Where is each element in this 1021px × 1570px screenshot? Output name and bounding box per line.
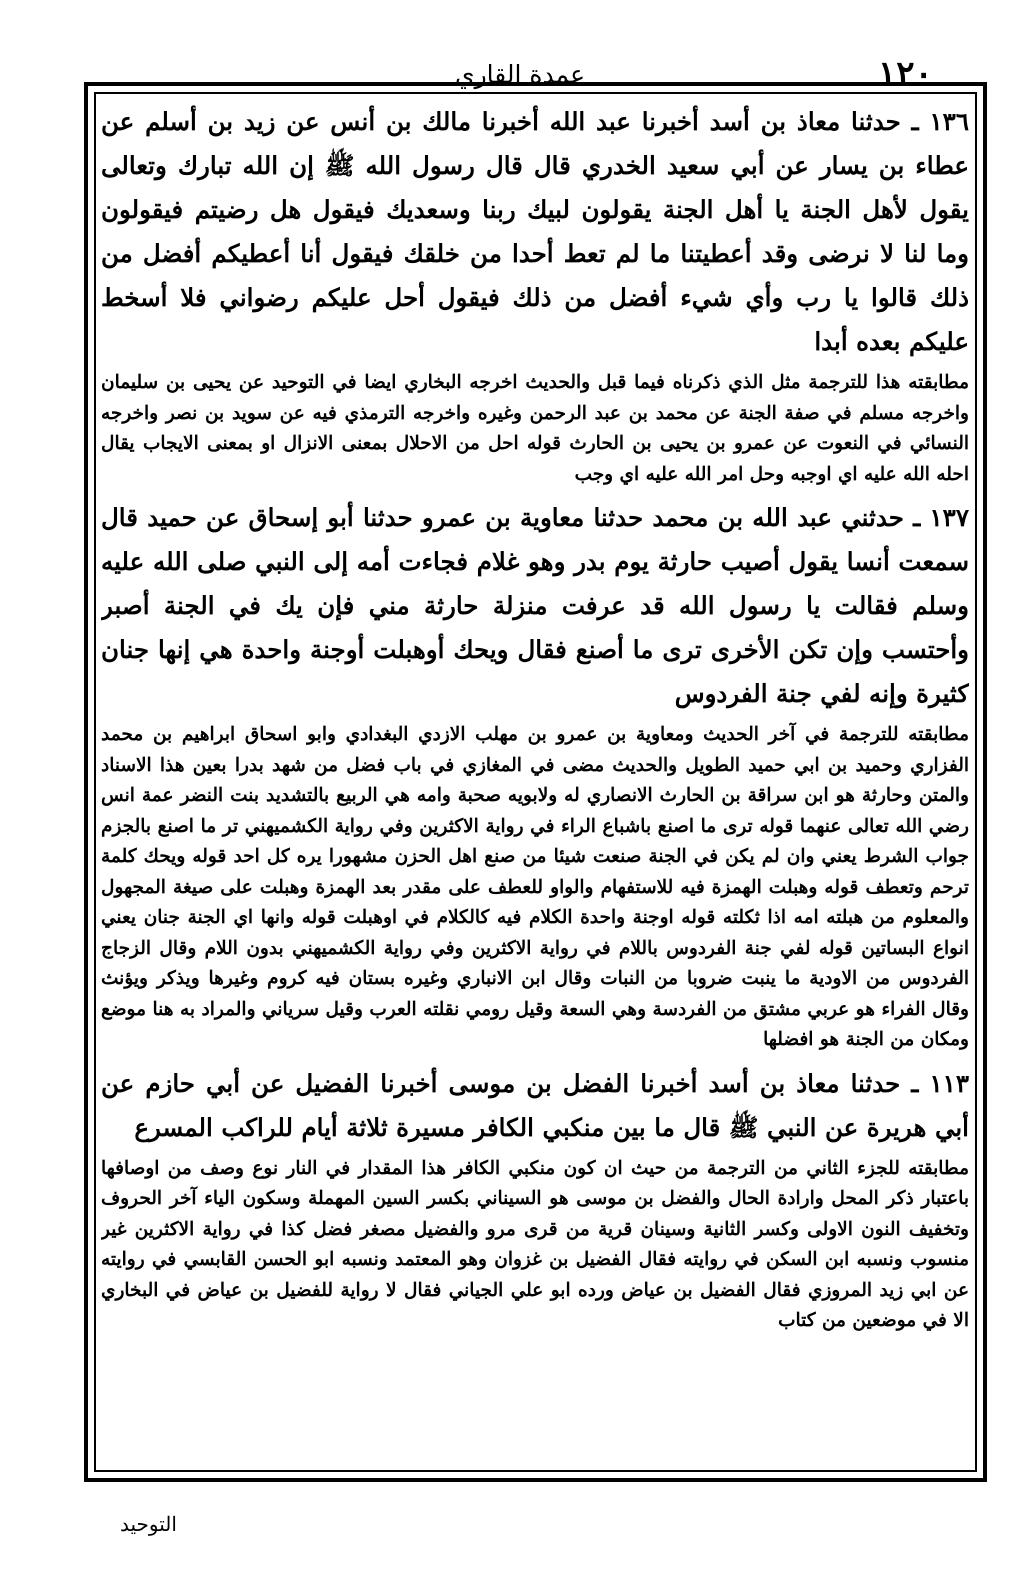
commentary-text: مطابقته هذا للترجمة مثل الذي ذكرناه فيما قبل والحديث اخرجه البخاري ايضا في التوحيد عن يحيى بن سليمان واخرجه مسلم في صفة الجنة عن محمد بن عبد الرحمن وغيره واخرجه الترمذي فيه عن سويد بن نصر واخرجه النسائي في النعوت عن عمرو بن يحيى بن الحارث قوله احل من الاحلال بمعنى الانزال او بمعنى الايجاب يقال احله الله عليه اي اوجبه وحل امر الله عليه اي وجب [101, 372, 969, 485]
hadith-text: ١١٣ ـ حدثنا معاذ بن أسد أخبرنا الفضل بن موسى أخبرنا الفضيل عن أبي حازم عن أبي هريرة عن النبي ﷺ قال ما بين منكبي الكافر مسيرة ثلاثة أيام للراكب المسرع [101, 1068, 969, 1142]
hadith-section-113 [101, 1062, 969, 1337]
running-title: عمدة القاري [455, 60, 586, 89]
hadith-section-136 [101, 100, 969, 490]
commentary-text: مطابقته للجزء الثاني من الترجمة من حيث ان كون منكبي الكافر هذا المقدار في النار نوع وصف من اوصافها باعتبار ذكر المحل وارادة الحال والفضل بن موسى هو السيناني بكسر السين المهملة وسكون الياء آخر الحروف وتخفيف النون الاولى وكسر الثانية وسينان قرية من قرى مرو والفضيل مصغر فضل كذا في رواية الاكثرين غير منسوب ونسبه ابن السكن في روايته فقال الفضيل بن غزوان وهو المعتمد ونسبه ابو الحسن القابسي في روايته عن ابي زيد المروزي فقال الفضيل بن عياض ورده ابو علي الجياني فقال لا رواية للفضيل بن عياض في البخاري الا في موضعين من كتاب [101, 1157, 969, 1331]
page-number: ١٢٠ [878, 54, 933, 94]
page-body [101, 100, 969, 1470]
hadith-section-137 [101, 496, 969, 1056]
hadith-text: ١٣٧ ـ حدثني عبد الله بن محمد حدثنا معاوية بن عمرو حدثنا أبو إسحاق عن حميد قال سمعت أنسا يقول أصيب حارثة يوم بدر وهو غلام فجاءت أمه إلى النبي صلى الله عليه وسلم فقالت يا رسول الله قد عرفت منزلة حارثة مني فإن يك في الجنة أصبر وأحتسب وإن تكن الأخرى ترى ما أصنع فقال ويحك أوهبلت أوجنة واحدة هي إنها جنان كثيرة وإنه لفي جنة الفردوس [101, 503, 969, 708]
commentary-text: مطابقته للترجمة في آخر الحديث ومعاوية بن عمرو بن مهلب الازدي البغدادي وابو اسحاق ابراهيم بن محمد الفزاري وحميد بن ابي حميد الطويل والحديث مضى في المغازي في باب فضل من شهد بدرا بعين هذا الاسناد والمتن وحارثة هو ابن سراقة بن الحارث الانصاري له ولابويه صحبة وامه هي الربيع بالتشديد بنت النضر عمة انس رضي الله تعالى عنهما قوله ترى ما اصنع باشباع الراء في رواية الاكثرين وفي رواية الكشميهني تر ما اصنع بالجزم جواب الشرط يعني وان لم يكن في الجنة صنعت شيئا من صنع اهل الحزن مشهورا يره كل احد قوله ويحك كلمة ترحم وتعطف قوله وهبلت الهمزة فيه للاستفهام والواو للعطف على مقدر بعد الهمزة وهبلت على صيغة المجهول والمعلوم من هبلته امه اذا ثكلته قوله اوجنة واحدة الكلام فيه كالكلام في اوهبلت قوله وانها اي الجنة جنان يعني انواع البساتين قوله لفي جنة الفردوس باللام في رواية الاكثرين وفي رواية الكشميهني بدون اللام وقال الزجاج الفردوس من الاودية ما ينبت ضروبا من النبات وقال ابن الانباري وغيره بستان فيه كروم وغيرها ويذكر ويؤنث وقال الفراء هو عربي مشتق من الفردسة وهي السعة وقيل رومي نقلته العرب وقيل سرياني والمراد به هنا موضع ومكان من الجنة هو افضلها [101, 724, 969, 1050]
catchword: التوحيد [120, 1512, 177, 1536]
hadith-text: ١٣٦ ـ حدثنا معاذ بن أسد أخبرنا عبد الله أخبرنا مالك بن أنس عن زيد بن أسلم عن عطاء بن يسار عن أبي سعيد الخدري قال قال رسول الله ﷺ إن الله تبارك وتعالى يقول لأهل الجنة يا أهل الجنة يقولون لبيك ربنا وسعديك فيقول هل رضيتم فيقولون وما لنا لا نرضى وقد أعطيتنا ما لم تعط أحدا من خلقك فيقول أنا أعطيكم أفضل من ذلك قالوا يا رب وأي شيء أفضل من ذلك فيقول أحل عليكم رضواني فلا أسخط عليكم بعده أبدا [101, 107, 969, 356]
